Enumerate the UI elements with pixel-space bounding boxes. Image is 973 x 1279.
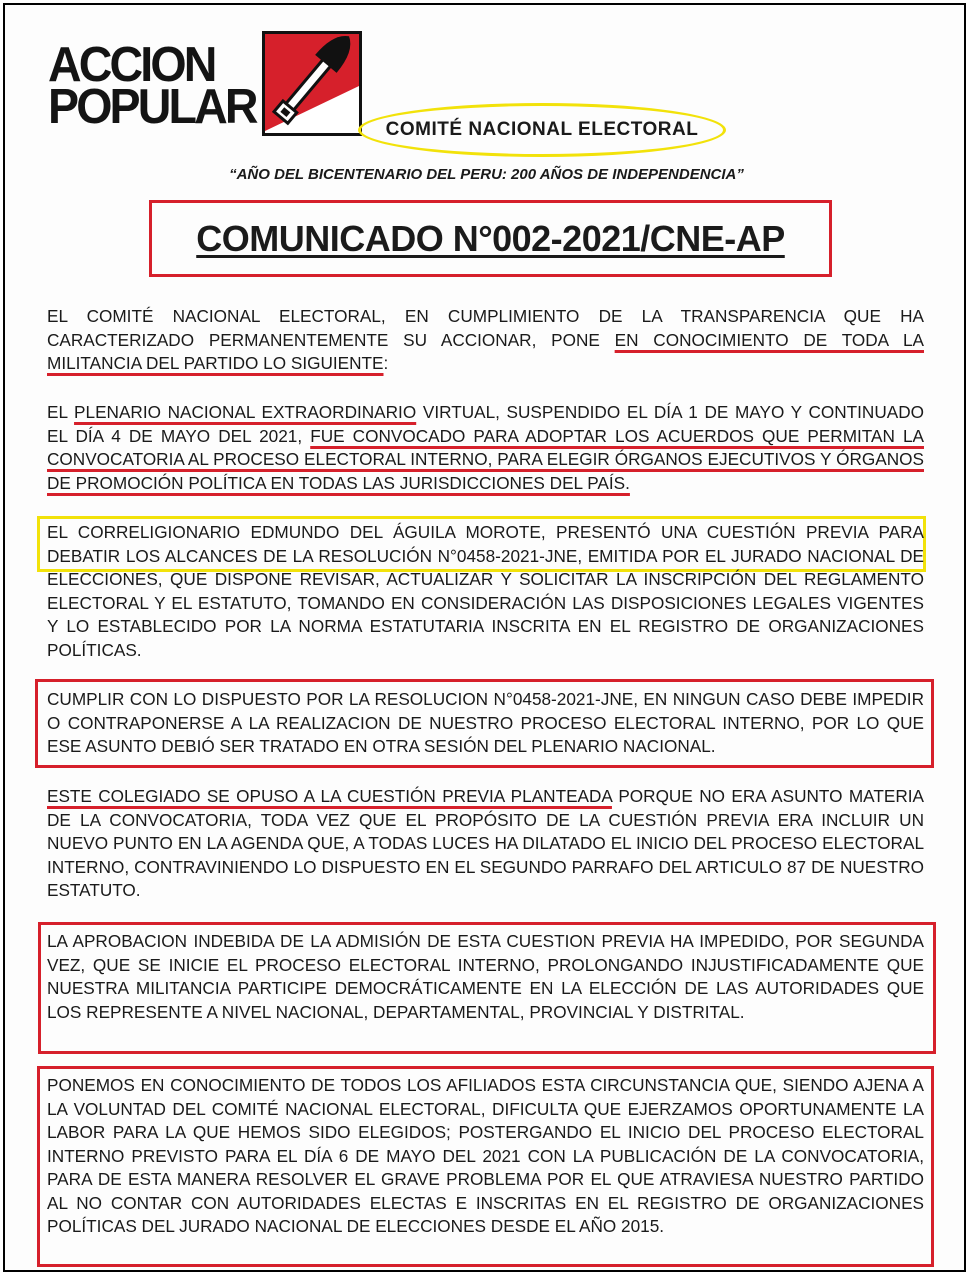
year-motto: “AÑO DEL BICENTENARIO DEL PERU: 200 AÑOS DE INDEPENDENCIA” [229, 166, 744, 183]
paragraph-5-text: PORQUE NO ERA ASUNTO MATERIA DE LA CONVOCATORIA, TODA VEZ QUE EL PROPÓSITO DE LA CUESTIÓN PREVIA ERA INCLUIR UN NUEVO PUNTO EN LA AGENDA QUE, A TODAS LUCES HA DILATADO EL INICIO DEL PROCESO ELECTORAL INTERNO, CONTRAVINIENDO LO DISPUESTO EN EL SEGUNDO PARRAFO DEL ARTICULO 87 DE NUESTRO ESTATUTO. [47, 786, 924, 900]
paragraph-2 [47, 401, 924, 495]
logo-line-1: ACCION [48, 38, 215, 92]
title-highlight-box [149, 200, 832, 277]
paragraph-2-text-a: EL [47, 402, 75, 422]
paragraph-5 [47, 785, 924, 903]
paragraph-2-underlined-b: FUE CONVOCADO PARA ADOPTAR LOS ACUERDOS QUE PERMITAN LA CONVOCATORIA AL PROCESO ELECTORAL INTERNO, PARA ELEGIR ÓRGANOS EJECUTIVOS Y ÓRGANOS DE PROMOCIÓN POLÍTICA EN TODAS LAS JURISDICCIONES DEL PAÍS. [47, 425, 924, 493]
paragraph-1-text: EL COMITÉ NACIONAL ELECTORAL, EN CUMPLIMIENTO DE LA TRANSPARENCIA QUE HA CARACTERIZADO PERMANENTEMENTE SU ACCIONAR, PONE [47, 306, 924, 350]
document-title: COMUNICADO N°002-2021/CNE-AP [196, 217, 785, 259]
committee-name: COMITÉ NACIONAL ELECTORAL [385, 119, 699, 140]
logo-line-2: POPULAR [48, 80, 256, 134]
paragraph-2-text-b: VIRTUAL, SUSPENDIDO EL DÍA 1 DE MAYO Y CONTINUADO EL DÍA 4 DE MAYO DEL 2021, [47, 402, 924, 446]
paragraph-1-end: : [383, 353, 389, 373]
paragraph-1-underlined: EN CONOCIMIENTO DE TODA LA MILITANCIA DEL PARTIDO LO SIGUIENTE [47, 329, 924, 373]
paragraph-1 [47, 305, 924, 376]
paragraph-7: PONEMOS EN CONOCIMIENTO DE TODOS LOS AFILIADOS ESTA CIRCUNSTANCIA QUE, SIENDO AJENA A LA VOLUNTAD DEL COMITÉ NACIONAL ELECTORAL, DIFICULTA QUE EJERZAMOS OPORTUNAMENTE LA LABOR PARA LA QUE HEMOS SIDO ELEGIDOS; POSTERGANDO EL INICIO DEL PROCESO ELECTORAL INTERNO PREVISTO PARA EL DÍA 6 DE MAYO DEL 2021 CON LA PUBLICACIÓN DE LA CONVOCATORIA, PARA DE ESTA MANERA RESOLVER EL GRAVE PROBLEMA POR EL QUE ATRAVIESA NUESTRO PARTIDO AL NO CONTAR CON AUTORIDADES ELECTAS E INSCRITAS EN EL REGISTRO DE ORGANIZACIONES POLÍTICAS DEL JURADO NACIONAL DE ELECCIONES DESDE EL AÑO 2015. [47, 1075, 924, 1236]
paragraph-5-underlined: ESTE COLEGIADO SE OPUSO A LA CUESTIÓN PREVIA PLANTEADA [47, 786, 612, 806]
paragraph-3: EL CORRELIGIONARIO EDMUNDO DEL ÁGUILA MOROTE, PRESENTÓ UNA CUESTIÓN PREVIA PARA DEBATIR LOS ALCANCES DE LA RESOLUCIÓN N°0458-2021-JNE, EMITIDA POR EL JURADO NACIONAL DE ELECCIONES, QUE DISPONE REVISAR, ACTUALIZAR Y SOLICITAR LA INSCRIPCIÓN DEL REGLAMENTO ELECTORAL Y EL ESTATUTO, TOMANDO EN CONSIDERACIÓN LAS DISPOSICIONES LEGALES VIGENTES Y LO ESTABLECIDO POR LA NORMA ESTATUTARIA INSCRITA EN EL REGISTRO DE ORGANIZACIONES POLÍTICAS. [47, 522, 924, 660]
paragraph-6: LA APROBACION INDEBIDA DE LA ADMISIÓN DE ESTA CUESTION PREVIA HA IMPEDIDO, POR SEGUNDA VEZ, QUE SE INICIE EL PROCESO ELECTORAL INTERNO, PROLONGANDO INJUSTIFICADAMENTE QUE NUESTRA MILITANCIA PARTICIPE DEMOCRÁTICAMENTE EN LA ELECCIÓN DE LAS AUTORIDADES QUE LOS REPRESENTE A NIVEL NACIONAL, DEPARTAMENTAL, PROVINCIAL Y DISTRITAL. [47, 931, 924, 1022]
party-logo-text [48, 38, 263, 134]
shovel-logo-icon [262, 31, 362, 136]
paragraph-2-underlined-a: PLENARIO NACIONAL EXTRAORDINARIO [74, 402, 417, 422]
paragraph-4: CUMPLIR CON LO DISPUESTO POR LA RESOLUCION N°0458-2021-JNE, EN NINGUN CASO DEBE IMPEDIR O CONTRAPONERSE A LA REALIZACION DE NUESTRO PROCESO ELECTORAL INTERNO, POR LO QUE ESE ASUNTO DEBIÓ SER TRATADO EN OTRA SESIÓN DEL PLENARIO NACIONAL. [47, 689, 924, 756]
